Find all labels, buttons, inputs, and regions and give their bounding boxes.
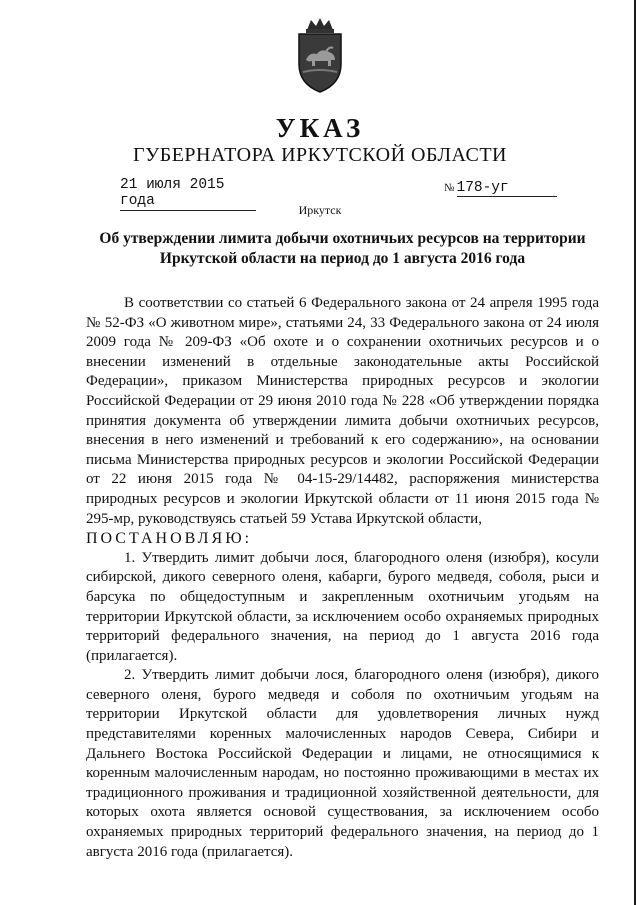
decree-word: ПОСТАНОВЛЯЮ: bbox=[86, 530, 253, 548]
document-title: УКАЗ bbox=[275, 113, 365, 143]
item-1-paragraph: 1. Утвердить лимит добычи лося, благородного оленя (изюбря), косули сибирской, дикого северного оленя, кабарги, бурого медведя, соболя, рыси и барсука по общедоступным и закрепленным охотничьим угодьям на территории Иркутской области, за исключением особо охраняемых природных территорий федерального значения, на период до 1 августа 2016 года (прилагается). bbox=[86, 549, 599, 664]
coat-of-arms-icon bbox=[291, 16, 349, 94]
document-subtitle: ГУБЕРНАТОРА ИРКУТСКОЙ ОБЛАСТИ bbox=[133, 144, 507, 166]
preamble-paragraph: В соответствии со статьей 6 Федерального закона от 24 апреля 1995 года № 52-ФЗ «О животном мире», статьями 24, 33 Федерального закона от 24 июля 2009 года № 209-ФЗ «Об охоте и о сохранении охотничьих ресурсов и о внесении изменений в отдельные законодательные акты Российской Федерации», приказом Министерства природных ресурсов и экологии Российской Федерации от 29 июня 2010 года № 228 «Об утверждении порядка принятия документа об утверждении лимита добычи охотничьих ресурсов, внесения в него изменений и требований к его содержанию», на основании письма Министерства природных ресурсов и экологии Российской Федерации от 22 июня 2015 года № 04-15-29/14482, распоряжения министерства природных ресурсов и экологии Иркутской области от 11 июня 2015 года № 295-мр, руководствуясь статьей 59 Устава Иркутской области, bbox=[86, 295, 599, 527]
document-date: 21 июля 2015 года bbox=[120, 177, 256, 211]
document-number-block bbox=[444, 180, 557, 197]
number-sign: № bbox=[444, 182, 455, 194]
document-heading: Об утверждении лимита добычи охотничьих ресурсов на территории Иркутской области на период до 1 августа 2016 года bbox=[99, 230, 586, 267]
document-number: 178-уг bbox=[457, 180, 557, 197]
document-city: Иркутск bbox=[298, 203, 342, 217]
item-2-paragraph: 2. Утвердить лимит добычи лося, благородного оленя (изюбря), дикого северного оленя, бурого медведя и соболя по охотничьим угодьям на территории Иркутской области для удовлетворения личных нужд представителями коренных малочисленных народов Севера, Сибири и Дальнего Востока Российской Федерации и лицами, не относящимися к коренным малочисленным народам, но постоянно проживающими в местах их традиционного проживания и традиционной хозяйственной деятельности, для которых охота является основой существования, за исключением особо охраняемых природных территорий федерального значения, на период до 1 августа 2016 года (прилагается). bbox=[86, 667, 599, 860]
document-body bbox=[86, 294, 599, 862]
